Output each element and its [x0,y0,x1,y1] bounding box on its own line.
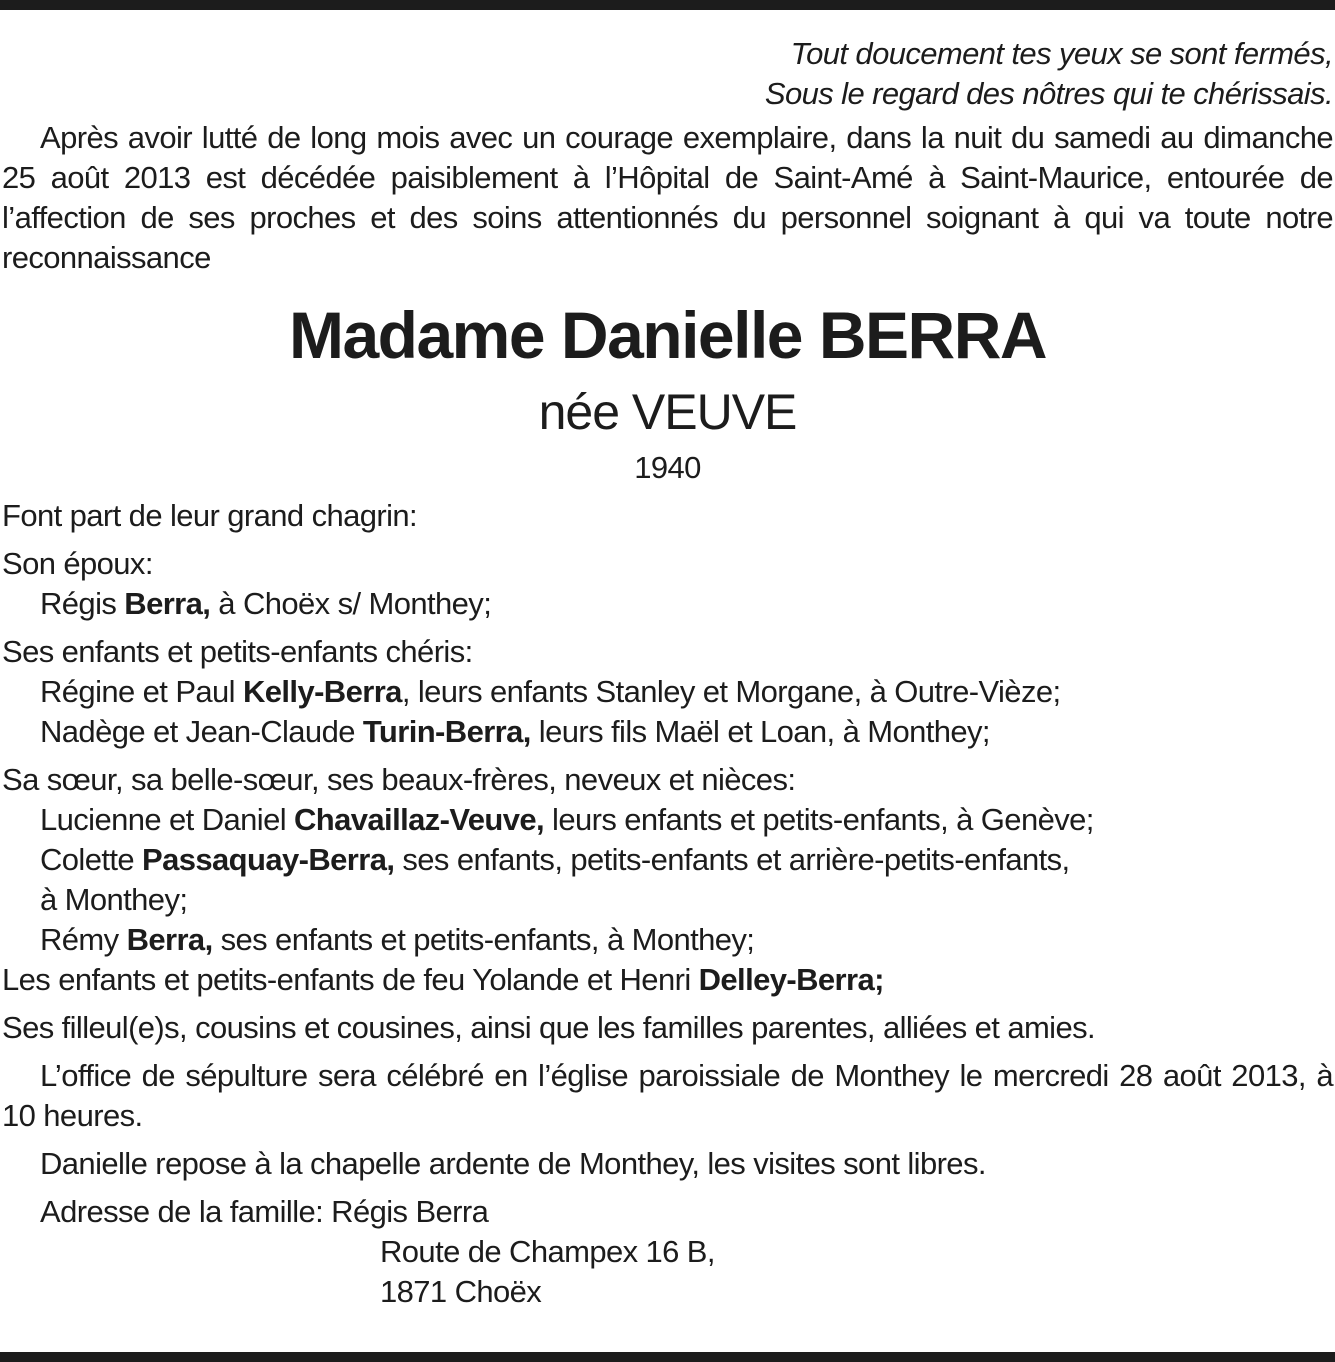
children-entry [2,712,1333,752]
poem [2,34,1333,114]
spouse-section [2,544,1333,624]
entry-post: à Choëx s/ Monthey; [210,586,492,621]
entry-post: leurs enfants et petits-enfants, à Genève; [544,802,1094,837]
late-relatives-line [2,960,1333,1000]
children-entry [2,672,1333,712]
bottom-rule [0,1352,1335,1362]
entry-post: leurs fils Maël et Loan, à Monthey; [530,714,990,749]
entry-pre: Régis [40,586,125,621]
deceased-name: Madame Danielle BERRA [288,298,1047,372]
entry-family-name: Delley-Berra; [698,962,884,997]
poem-line-2: Sous le regard des nôtres qui te chérissais. [764,76,1333,111]
entry-pre: Rémy [40,922,127,957]
chapel-line: Danielle repose à la chapelle ardente de Monthey, les visites sont libres. [40,1146,986,1181]
spouse-heading: Son époux: [2,546,153,581]
entry-family-name: Kelly-Berra [242,674,402,709]
obituary-notice [2,34,1333,1312]
poem-line-1: Tout doucement tes yeux se sont fermés, [790,36,1333,71]
siblings-entry-continued: à Monthey; [40,882,188,917]
entry-pre: Les enfants et petits-enfants de feu Yolande et Henri [2,962,699,997]
spouse-entry [2,584,1333,624]
intro-paragraph: Après avoir lutté de long mois avec un courage exemplaire, dans la nuit du samedi au dimanche 25 août 2013 est décédée paisiblement à l’Hôpital de Saint-Amé à Saint-Maurice, entourée de l’affection de ses proches et des soins attentionnés du personnel soignant à qui va toute notre reconnaissance [2,120,1333,275]
entry-pre: Nadège et Jean-Claude [40,714,363,749]
entry-family-name: Chavaillaz-Veuve, [294,802,545,837]
others-line: Ses filleul(e)s, cousins et cousines, ainsi que les familles parentes, alliées et amies. [2,1010,1096,1045]
siblings-entry [2,840,1333,880]
entry-family-name: Berra, [126,922,213,957]
siblings-entry [2,800,1333,840]
service-paragraph: L’office de sépulture sera célébré en l’église paroissiale de Monthey le mercredi 28 août 2013, à 10 heures. [2,1058,1333,1133]
entry-post: ses enfants, petits-enfants et arrière-petits-enfants, [394,842,1070,877]
entry-pre: Lucienne et Daniel [40,802,295,837]
entry-post: ses enfants et petits-enfants, à Monthey; [212,922,755,957]
entry-family-name: Berra, [124,586,211,621]
children-section [2,632,1333,752]
siblings-heading: Sa sœur, sa belle-sœur, ses beaux-frères, neveux et nièces: [2,762,796,797]
top-rule [0,0,1335,10]
address-city: 1871 Choëx [380,1274,542,1309]
birth-year: 1940 [634,450,701,485]
announce-line: Font part de leur grand chagrin: [2,498,418,533]
entry-pre: Régine et Paul [40,674,243,709]
address-label: Adresse de la famille: Régis Berra [40,1194,489,1229]
entry-pre: Colette [40,842,143,877]
family-address [2,1192,1333,1312]
entry-family-name: Turin-Berra, [362,714,531,749]
address-street: Route de Champex 16 B, [380,1234,715,1269]
children-heading: Ses enfants et petits-enfants chéris: [2,634,473,669]
maiden-name: née VEUVE [538,384,797,440]
siblings-section [2,760,1333,1000]
entry-family-name: Passaquay-Berra, [142,842,395,877]
entry-post: , leurs enfants Stanley et Morgane, à Outre-Vièze; [401,674,1061,709]
siblings-entry [2,920,1333,960]
